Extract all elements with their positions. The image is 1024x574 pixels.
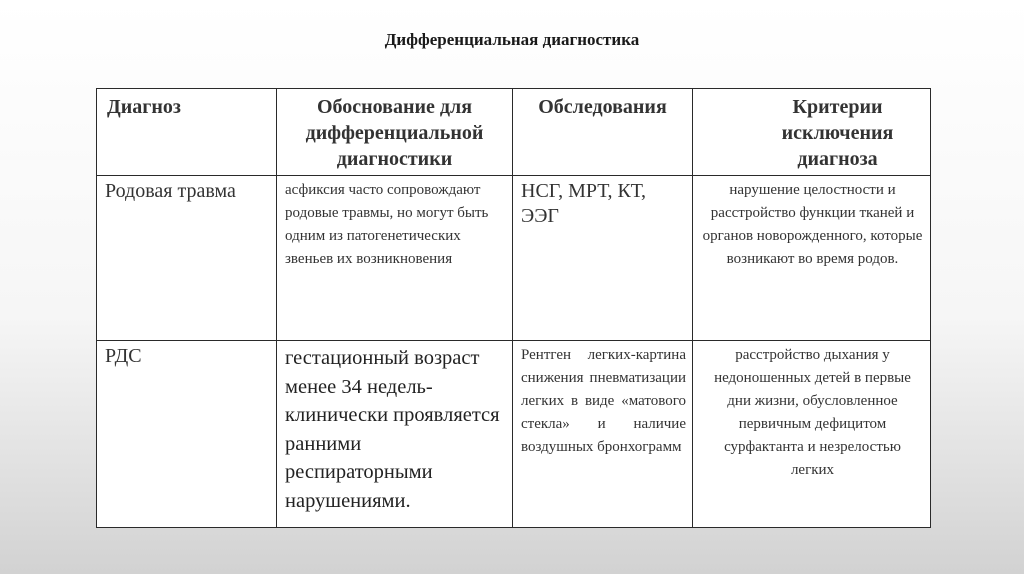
header-exams: Обследования [513, 89, 693, 176]
cell-criteria: нарушение целостности и расстройство функции тканей и органов новорожденного, которые возникают во время родов. [693, 176, 931, 341]
cell-criteria: расстройство дыхания у недоношенных детей в первые дни жизни, обусловленное первичным дефицитом сурфактанта и незрелостью легких [693, 341, 931, 528]
table-row [97, 176, 931, 341]
table-header-row [97, 89, 931, 176]
header-diagnosis: Диагноз [97, 89, 277, 176]
header-criteria: Критерии исключения диагноза [693, 89, 931, 176]
cell-exams: Рентген легких-картина снижения пневматизации легких в виде «матового стекла» и наличие воздушных бронхограмм [513, 341, 693, 528]
table-row [97, 341, 931, 528]
slide-title: Дифференциальная диагностика [384, 30, 640, 49]
header-rationale: Обоснование для дифференциальной диагностики [277, 89, 513, 176]
cell-rationale: гестационный возраст менее 34 недель- клинически проявляется ранними респираторными нарушениями. [277, 341, 513, 528]
cell-diagnosis: РДС [97, 341, 277, 528]
differential-diagnosis-table [96, 88, 931, 528]
cell-exams: НСГ, МРТ, КТ, ЭЭГ [513, 176, 693, 341]
cell-rationale: асфиксия часто сопровождают родовые травмы, но могут быть одним из патогенетических звеньев их возникновения [277, 176, 513, 341]
cell-diagnosis: Родовая травма [97, 176, 277, 341]
